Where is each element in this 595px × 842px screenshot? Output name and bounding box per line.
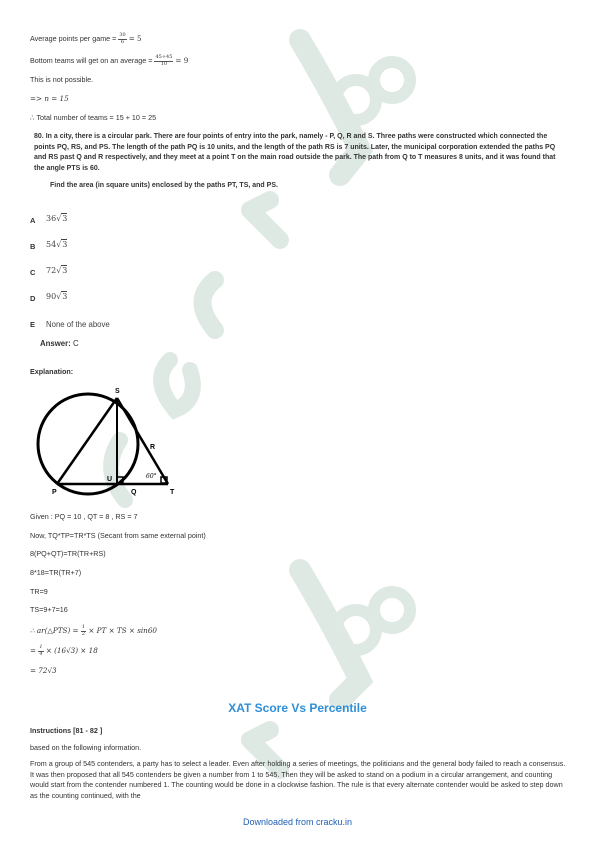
step-line-3: TR=9 (30, 587, 48, 596)
option-b-value[interactable]: 54√3 (46, 240, 68, 249)
explanation-label: Explanation: (30, 367, 74, 376)
step-line-1: 8(PQ+QT)=TR(TR+RS) (30, 549, 106, 558)
label-q: Q (131, 489, 137, 496)
not-possible-line: This is not possible. (30, 75, 94, 84)
label-u: U (107, 476, 113, 483)
substitution-line: = $\frac{1}{4}$ × (16√3) × 18 (30, 644, 98, 657)
average-points-line: Average points per game = $\frac{30}{6}$ = 5 (30, 32, 142, 45)
path-st (117, 398, 168, 484)
total-teams-line: ∴ Total number of teams = 15 + 10 = 25 (30, 113, 157, 122)
option-e-value[interactable]: None of the above (46, 320, 110, 329)
bottom-teams-line: Bottom teams will get on an average = $\frac{45+45}{10}$ = 9 (30, 54, 189, 67)
option-c-value[interactable]: 72√3 (46, 266, 68, 275)
instructions-paragraph: From a group of 545 contenders, a party has to select a leader. Even after holding a series of meetings, the politicians and the general body failed to reach a consensus. It was then proposed that all 545 contenders be given a number from 1 to 545. Then they will be asked to stand on a podium in a circular arrangement, and counting would start from the contender numbered 1. The counting would be done in a clockwise fashion. The rule is that every alternate contender would be asked to step down as the counting continued, with the (30, 759, 566, 800)
question-text: 80. In a city, there is a circular park. There are four points of entry into the park, namely - P, Q, R and S. Three paths were constructed which connected the points PQ, RS, and PS. The length of the path PQ is 10 units, and the length of the path RS is 7 units. Later, the municipal corporation extended the paths PQ and RS past Q and R respectively, and they meet at a point T on the main road outside the park. The path from Q to T measures 8 units, and it was found that the angle PTS is 60. (34, 133, 556, 172)
given-line: Given : PQ = 10 , QT = 8 , RS = 7 (30, 512, 138, 521)
option-a-letter[interactable]: A (30, 216, 36, 225)
circle-triangle-figure (30, 382, 200, 502)
label-t: T (170, 489, 175, 496)
secant-line: Now, TQ*TP=TR*TS (Secant from same external point) (30, 531, 206, 540)
option-c-letter[interactable]: C (30, 268, 36, 277)
angle-60: 60° (146, 473, 157, 480)
step-line-4: TS=9+7=16 (30, 605, 68, 614)
option-d-letter[interactable]: D (30, 294, 36, 303)
question-ask: Find the area (in square units) enclosed by the paths PT, TS, and PS. (50, 182, 278, 189)
instructions-intro: based on the following information. (30, 743, 142, 752)
final-result-line: = 72√3 (30, 666, 57, 675)
option-e-letter[interactable]: E (30, 320, 36, 329)
area-formula-line: ∴ ar(△PTS) = $\frac{1}{2}$ × PT × TS × sin60 (30, 624, 157, 637)
xat-score-percentile-link[interactable]: XAT Score Vs Percentile (228, 701, 367, 715)
answer-line: Answer: C (40, 339, 79, 348)
option-a-value[interactable]: 36√3 (46, 214, 68, 223)
label-s: S (115, 388, 120, 395)
label-p: P (52, 489, 57, 496)
step-line-2: 8*18=TR(TR+7) (30, 568, 82, 577)
label-r: R (150, 444, 156, 451)
path-ps (57, 398, 117, 484)
option-d-value[interactable]: 90√3 (46, 292, 68, 301)
instructions-label: Instructions [81 - 82 ] (30, 726, 103, 735)
download-footer-link[interactable]: Downloaded from cracku.in (242, 817, 353, 827)
n-value-line: => n = 15 (30, 94, 69, 103)
question-number: 80. (34, 133, 44, 140)
option-b-letter[interactable]: B (30, 242, 36, 251)
